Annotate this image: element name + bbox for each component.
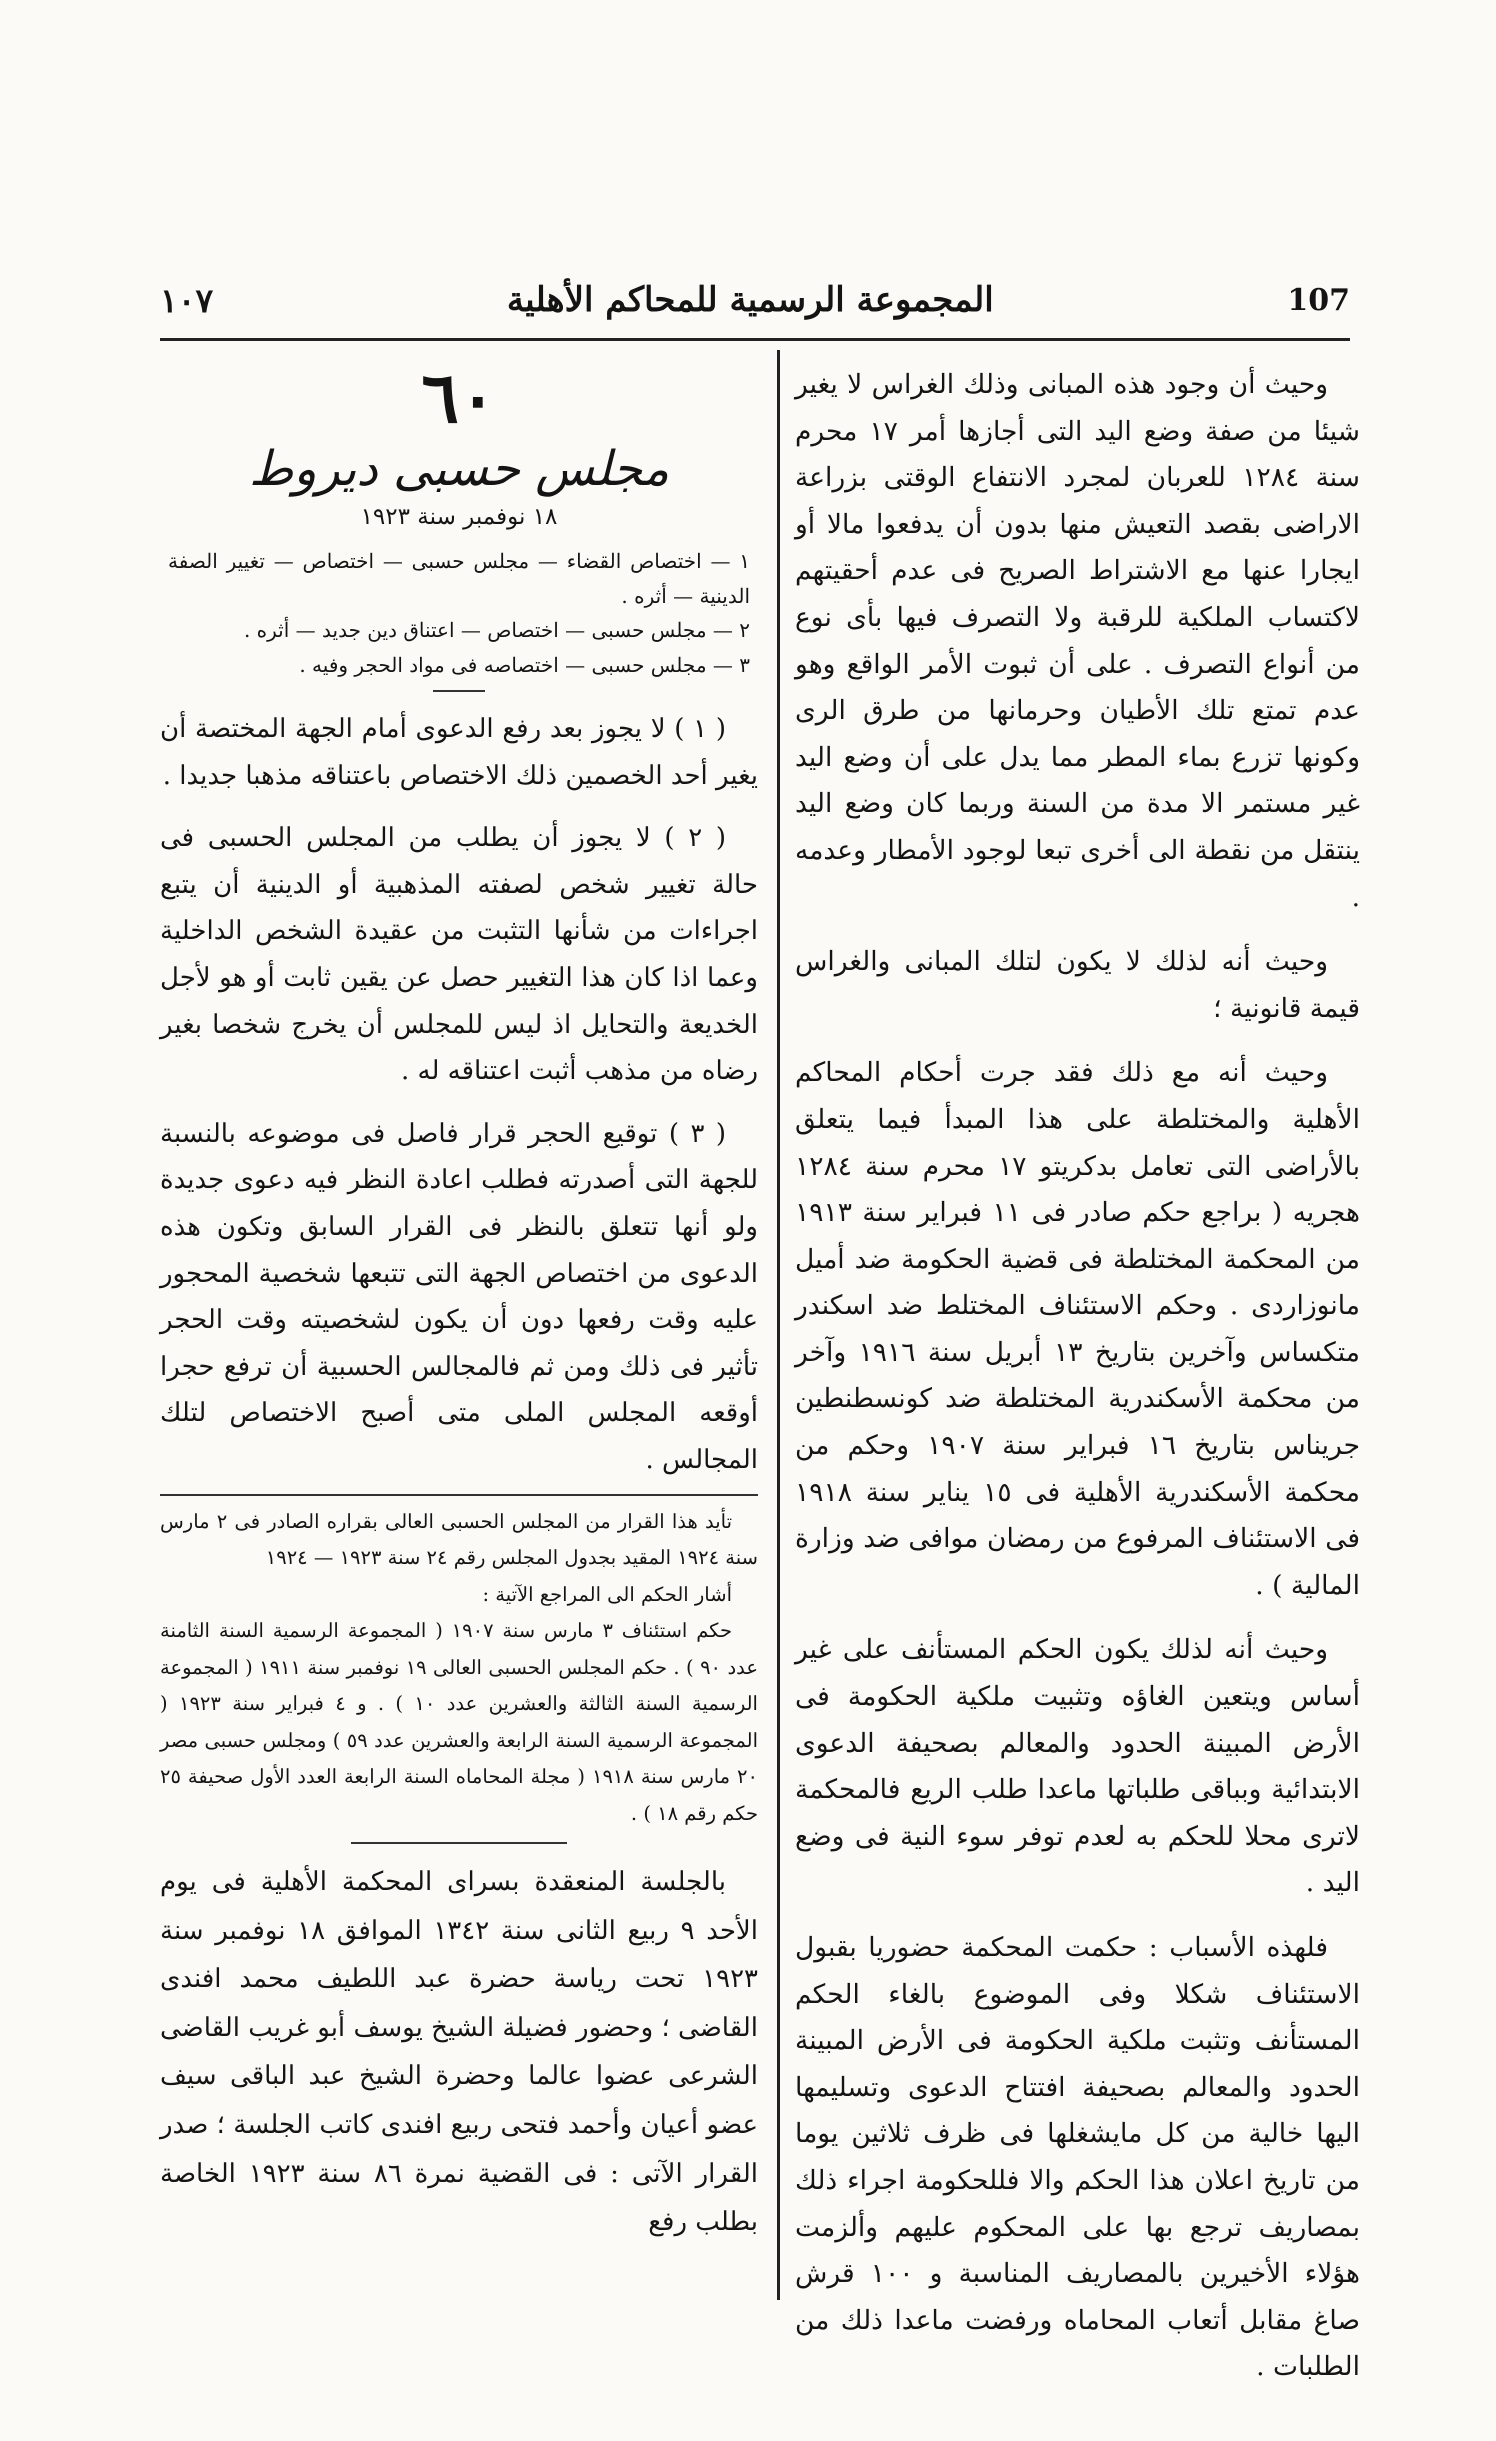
column-divider (777, 350, 780, 2300)
page-number-arabic: ١٠٧ (160, 280, 214, 320)
session-paragraph: بالجلسة المنعقدة بسراى المحكمة الأهلية فى يوم الأحد ٩ ربيع الثانى سنة ١٣٤٢ الموافق ١٨ نوفمبر سنة ١٩٢٣ تحت رياسة حضرة عبد اللطيف محمد افندى القاضى ؛ وحضور فضيلة الشيخ يوسف أبو غريب القاضى الشرعى عضوا عالما وحضرة الشيخ عبد الباقى سيف عضو أعيان وأحمد فتحى ربيع افندى كاتب الجلسة ؛ صدر القرار الآتى : فى القضية نمرة ٨٦ سنة ١٩٢٣ الخاصة بطلب رفع (160, 1867, 759, 2238)
summary-line: ٣ — مجلس حسبى — اختصاصه فى مواد الحجر وفيه . (299, 652, 750, 677)
case-title: مجلس حسبى ديروط (248, 441, 670, 497)
footnotes (160, 1504, 758, 1833)
legal-principle: ( ١ ) لا يجوز بعد رفع الدعوى أمام الجهة المختصة أن يغير أحد الخصمين ذلك الاختصاص باعتناقه مذهبا جديدا . (160, 714, 758, 791)
case-summary (168, 544, 750, 682)
summary-line: ١ — اختصاص القضاء — مجلس حسبى — اختصاص — تغيير الصفة الدينية — أثره . (168, 549, 750, 608)
summary-line: ٢ — مجلس حسبى — اختصاص — اعتناق دين جديد — أثره . (243, 618, 750, 642)
case-date: ١٨ نوفمبر سنة ١٩٢٣ (360, 504, 558, 530)
journal-title: المجموعة الرسمية للمحاكم الأهلية (506, 280, 994, 320)
case-number: ٦٠ (421, 356, 497, 439)
footnote: حكم استئناف ٣ مارس سنة ١٩٠٧ ( المجموعة الرسمية السنة الثامنة عدد ٩٠ ) . حكم المجلس الحسبى العالى ١٩ نوفمبر سنة ١٩١١ ( المجموعة الرسمية السنة الثالثة والعشرين عدد ١٠ ) . و ٤ فبراير سنة ١٩٢٣ ( المجموعة الرسمية السنة الرابعة والعشرين عدد ٥٩ ) ومجلس حسبى مصر ٢٠ مارس سنة ١٩١٨ ( مجلة المحاماه السنة الرابعة العدد الأول صحيفة ٢٥ حكم رقم ١٨ ) . (160, 1619, 759, 1825)
body-paragraph: وحيث أنه لذلك يكون الحكم المستأنف على غير أساس ويتعين الغاؤه وتثبيت ملكية الحكومة فى الأرض المبينة الحدود والمعالم بصحيفة الدعوى الابتدائية وبباقى طلباتها ماعدا طلب الريع فالمحكمة لاترى محلا للحكم به لعدم توفر سوء النية فى وضع اليد . (795, 1634, 1360, 1899)
footnote: أشار الحكم الى المراجع الآتية : (482, 1582, 732, 1606)
section-divider (433, 690, 485, 692)
notes-divider (160, 1494, 758, 1496)
right-column (795, 362, 1360, 2391)
running-header (160, 272, 1350, 328)
body-paragraph: وحيث أن وجود هذه المبانى وذلك الغراس لا يغير شيئا من صفة وضع اليد التى أجازها أمر ١٧ محرم سنة ١٢٨٤ للعربان لمجرد الانتفاع الوقتى بزراعة الاراضى بقصد التعيش منها بدون أن يدفعوا مالا أو ايجارا عنها مع الاشتراط الصريح فى عدم أحقيتهم لاكتساب الملكية للرقبة ولا التصرف فيها بأى نوع من أنواع التصرف . على أن ثبوت الأمر الواقع وهو عدم تمتع تلك الأطيان وحرمانها من طرق الرى وكونها تزرع بماء المطر مما يدل على أن وضع اليد غير مستمر الا مدة من السنة وربما كان وضع اليد ينتقل من نقطة الى أخرى تبعا لوجود الأمطار وعدمه . (795, 369, 1360, 913)
notes-end-divider (351, 1842, 566, 1844)
footnote: تأيد هذا القرار من المجلس الحسبى العالى بقراره الصادر فى ٢ مارس سنة ١٩٢٤ المقيد بجدول المجلس رقم ٢٤ سنة ١٩٢٣ — ١٩٢٤ (160, 1509, 758, 1569)
page-number-latin: 107 (1287, 282, 1350, 318)
left-column (160, 356, 759, 2247)
legal-principle: ( ٢ ) لا يجوز أن يطلب من المجلس الحسبى فى حالة تغيير شخص لصفته المذهبية أو الدينية أن يتبع اجراءات من شأنها التثبت من عقيدة الشخص الداخلية وعما اذا كان هذا التغيير حصل عن يقين ثابت أو هو لأجل الخديعة والتحايل اذ ليس للمجلس أن يخرج شخصا بغير رضاه من مذهب أثبت اعتناقه له . (160, 823, 758, 1087)
legal-principle: ( ٣ ) توقيع الحجر قرار فاصل فى موضوعه بالنسبة للجهة التى أصدرته فطلب اعادة النظر فيه دعوى جديدة ولو أنها تتعلق بالنظر فى القرار السابق وتكون هذه الدعوى من اختصاص الجهة التى تتبعها شخصية المحجور عليه وقت رفعها دون أن يكون لشخصيته وقت الحجر تأثير فى ذلك ومن ثم فالمجالس الحسبية أن ترفع حجرا أوقعه المجلس الملى متى أصبح الاختصاص لتلك المجالس . (160, 1118, 758, 1475)
verdict-paragraph: فلهذه الأسباب : حكمت المحكمة حضوريا بقبول الاستئناف شكلا وفى الموضوع بالغاء الحكم المستأنف وتثبت ملكية الحكومة فى الأرض المبينة الحدود والمعالم بصحيفة افتتاح الدعوى وتسليمها اليها خالية من كل مايشغلها فى ظرف ثلاثين يوما من تاريخ اعلان هذا الحكم والا فللحكومة اجراء ذلك بمصاريف ترجع بها على المحكوم عليهم وألزمت هؤلاء الأخيرين بالمصاريف المناسبة و ١٠٠ قرش صاغ مقابل أتعاب المحاماه ورفضت ماعدا ذلك من الطلبات . (795, 1932, 1360, 2383)
header-rule (160, 338, 1350, 341)
body-paragraph: وحيث أنه لذلك لا يكون لتلك المبانى والغراس قيمة قانونية ؛ (795, 946, 1360, 1024)
body-paragraph: وحيث أنه مع ذلك فقد جرت أحكام المحاكم الأهلية والمختلطة على هذا المبدأ فيما يتعلق بالأراضى التى تعامل بدكريتو ١٧ محرم سنة ١٢٨٤ هجريه ( براجع حكم صادر فى ١١ فبراير سنة ١٩١٣ من المحكمة المختلطة فى قضية الحكومة ضد أميل مانوزاردى . وحكم الاستئناف المختلط ضد اسكندر متكساس وآخرين بتاريخ ١٣ أبريل سنة ١٩١٦ وآخر من محكمة الأسكندرية المختلطة ضد كونسطنطين جريناس بتاريخ ١٦ فبراير سنة ١٩٠٧ وحكم من محكمة الأسكندرية الأهلية فى ١٥ يناير سنة ١٩١٨ فى الاستئناف المرفوع من رمضان موافى ضد وزارة المالية ) . (795, 1057, 1361, 1601)
